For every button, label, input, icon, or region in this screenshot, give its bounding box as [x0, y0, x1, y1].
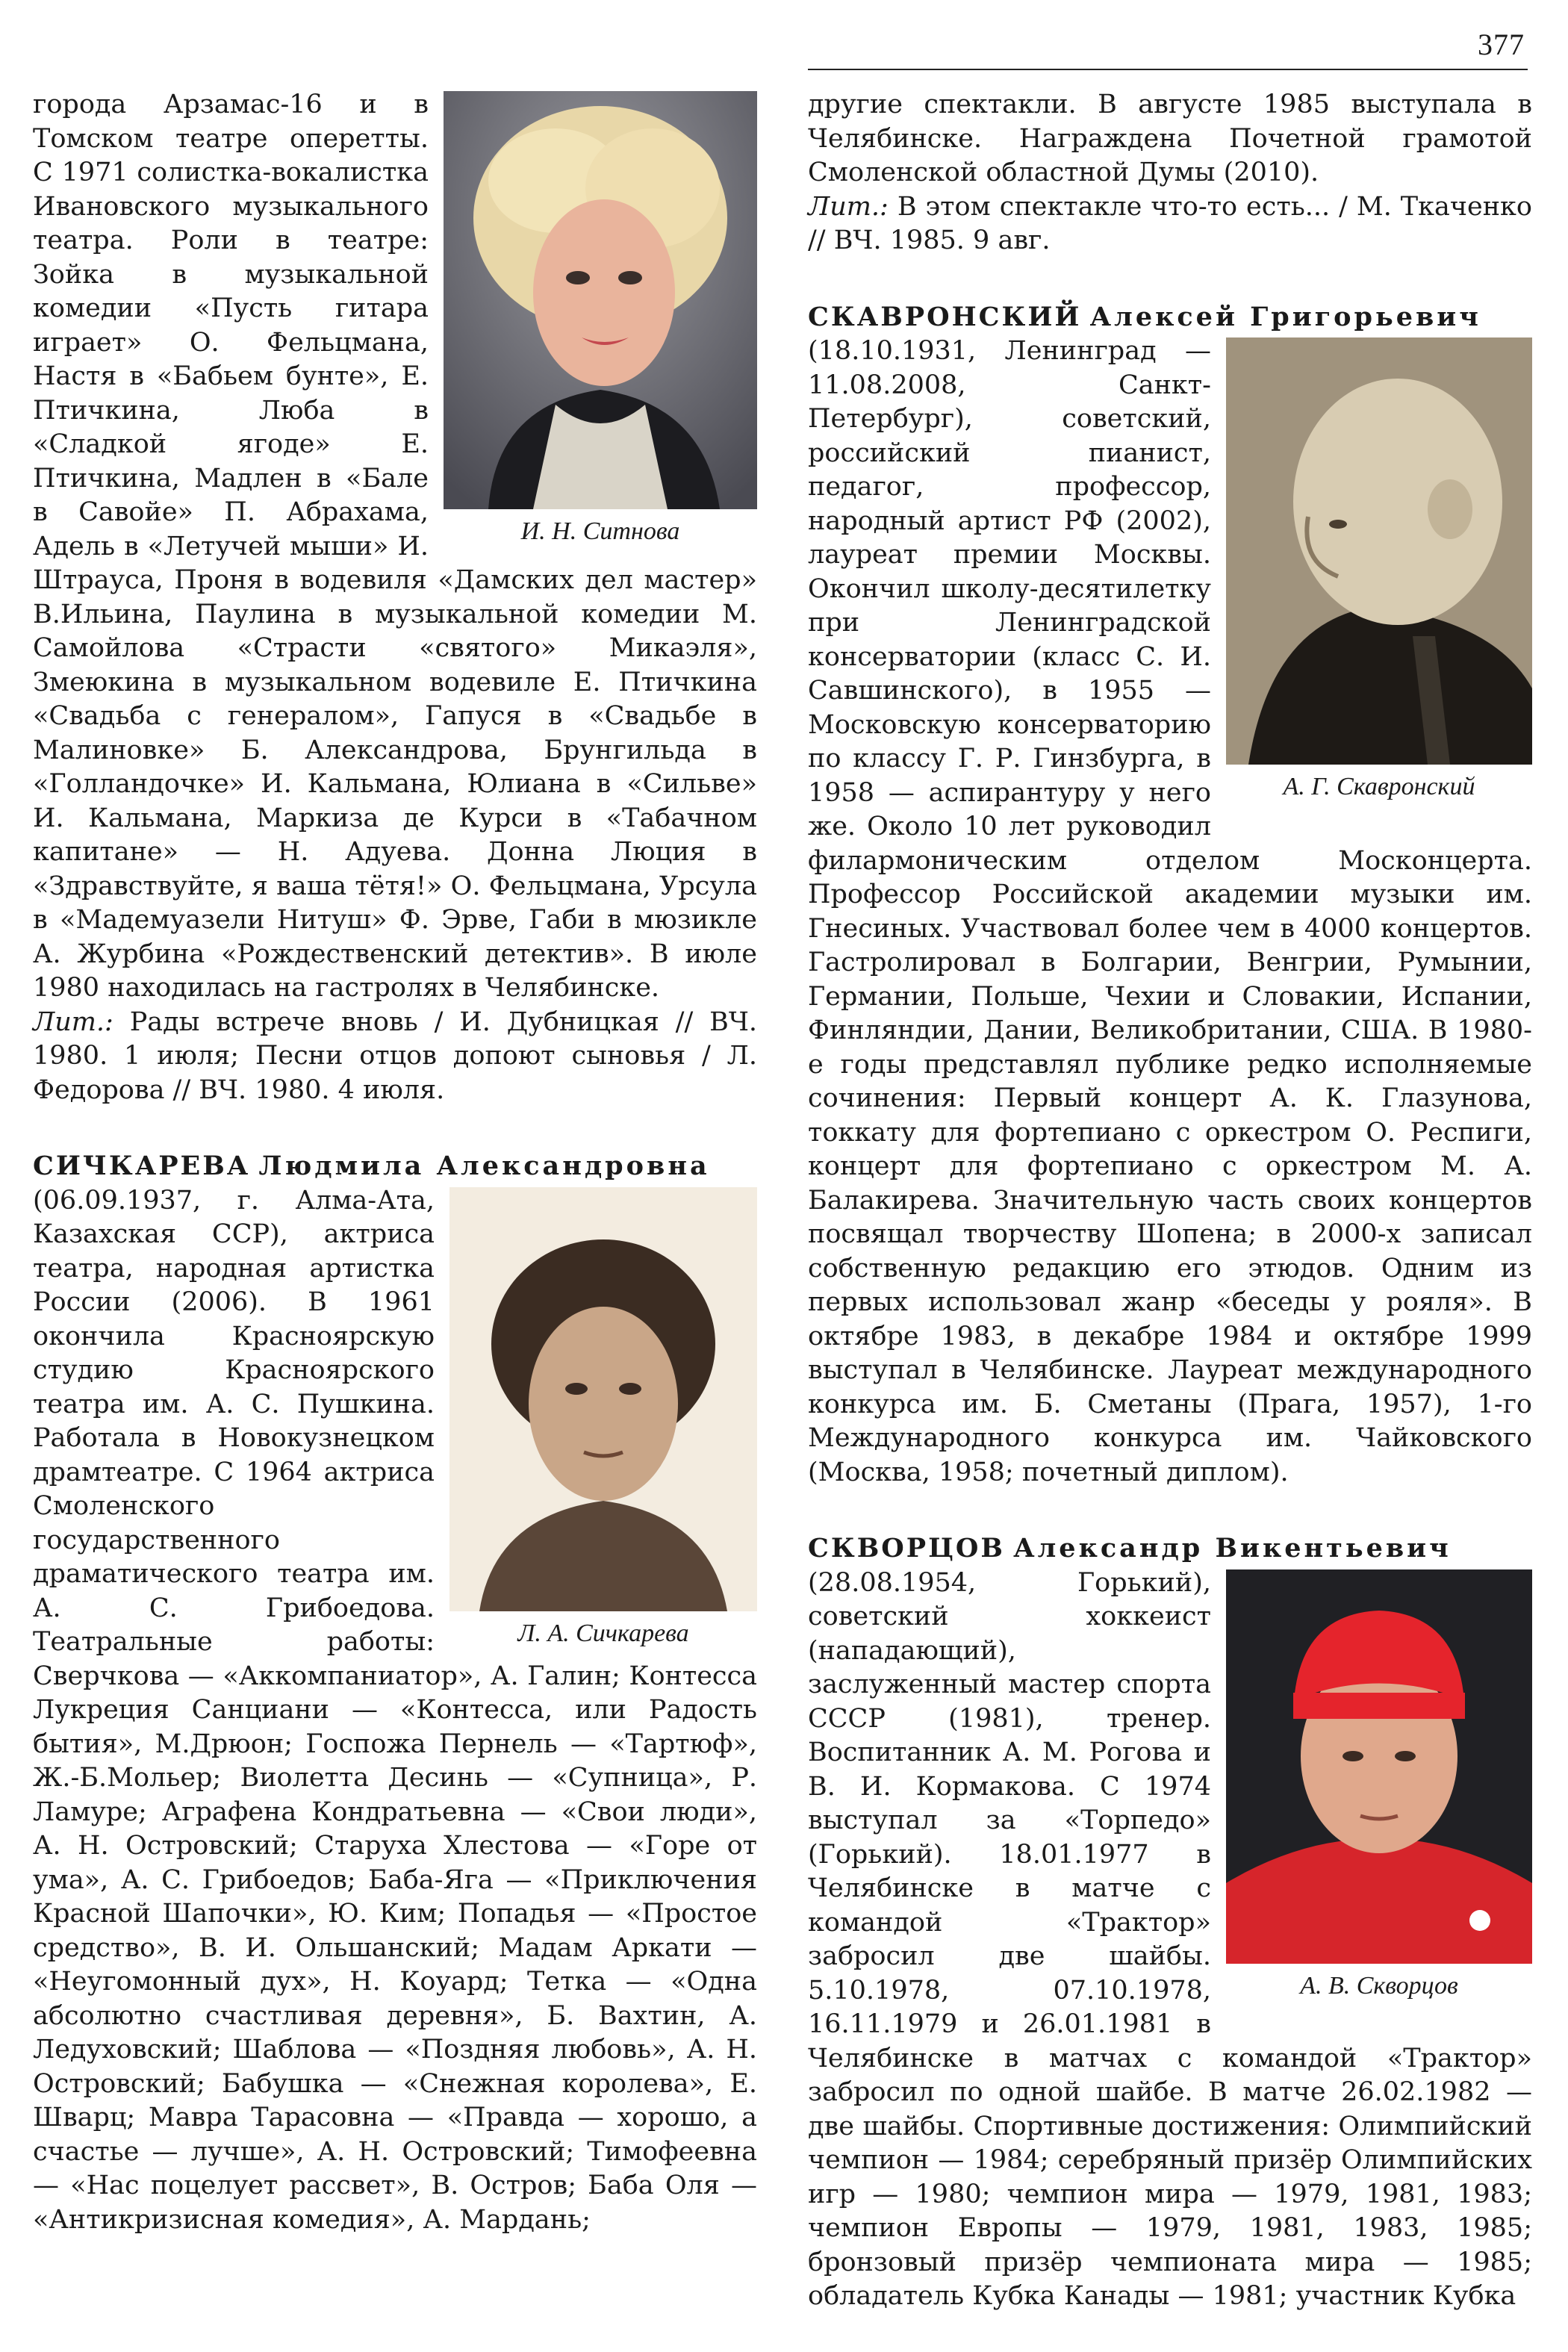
headword-surname: СКАВРОНСКИЙ	[808, 301, 1082, 332]
entry-heading-sichkareva	[33, 1149, 757, 1184]
headword-surname: СИЧКАРЕВА	[33, 1151, 251, 1181]
literature-sichkareva: Лит.: В этом спектакле что-то есть... / М. Ткаченко // ВЧ. 1985. 9 авг.	[808, 191, 1532, 255]
headword-name: Людмила Александровна	[258, 1151, 710, 1181]
entry-heading-skavronsky	[808, 300, 1532, 335]
photo-caption-skvortsov: А. В. Скворцов	[1300, 1971, 1458, 2000]
portrait-skavronsky-image	[1226, 337, 1532, 765]
portrait-skvortsov-image	[1226, 1569, 1532, 1964]
entry-sichkareva	[33, 1149, 757, 2237]
entry-skavronsky	[808, 300, 1532, 1490]
entry-text-skavronsky: (18.10.1931, Ленинград — 11.08.2008, Санкт-Петербург), советский, российский пианист, педагог, профессор, народный артист РФ (2002), лауреат премии Москвы. Окончил школу-десятилетку при Ленинградской консерватории (класс С. И. Савшинского), в 1955 — Московскую консерваторию по классу Г. Р. Гинзбурга, в 1958 — аспирантуру у него же. Около 10 лет руководил филармоническим отделом Москонцерта. Профессор Российской академии музыки им. Гнесиных. Участвовал более чем в 4000 концертов. Гастролировал в Болгарии, Венгрии, Румынии, Германии, Польше, Чехии и Словакии, Испании, Финляндии, Дании, Великобритании, США. В 1980-е годы представлял публике редко исполняемые сочинения: Первый концерт А. К. Глазунова, токкату для фортепиано с оркестром О. Респиги, концерт для фортепиано с оркестром М. А. Балакирева. Значительную часть своих концертов посвящал творчеству Шопена; в 2000-х записал собственную редакцию его этюдов. Одним из первых использовал жанр «беседы у рояля». В октябре 1983, в декабре 1984 и октябре 1999 выступал в Челябинске. Лауреат международного конкурса им. Б. Сметаны (Прага, 1957), 1-го Международного конкурса им. Чайковского (Москва, 1958; почетный диплом).	[808, 336, 1532, 1487]
headword-surname: СКВОРЦОВ	[808, 1533, 1005, 1564]
left-column	[33, 88, 757, 2237]
entry-sitnova	[33, 88, 757, 1107]
entry-text-sichkareva-continued: другие спектакли. В августе 1985 выступала в Челябинске. Награждена Почетной грамотой Смоленской областной Думы (2010).	[808, 90, 1532, 187]
entry-text-skvortsov: (28.08.1954, Горький), советский хоккеист (нападающий), заслуженный мастер спорта СССР (1981), тренер. Воспитанник А. М. Рогова и В. И. Кормакова. С 1974 выступал за «Торпедо» (Горький). 18.01.1977 в Челябинске в матче с командой «Трактор» забросил две шайбы. 5.10.1978, 07.10.1978, 16.11.1979 и 26.01.1981 в Челябинске в матчах с командой «Трактор» забросил по одной шайбе. В матче 26.02.1982 — две шайбы. Спортивные достижения: Олимпийский чемпион — 1984; серебряный призёр Олимпийских игр — 1980; чемпион мира — 1979, 1981, 1983; чемпион Европы — 1979, 1981, 1983, 1985; бронзовый призёр чемпионата мира — 1985; обладатель Кубка Канады — 1981; участник Кубка	[808, 1567, 1532, 2311]
page-number: 377	[1478, 28, 1525, 61]
literature-label: Лит.:	[33, 1007, 113, 1037]
photo-skvortsov	[1226, 1569, 1532, 2003]
right-column	[808, 88, 1532, 2314]
portrait-sichkareva-image	[449, 1187, 757, 1611]
literature-label: Лит.:	[808, 191, 889, 222]
entry-gap	[808, 1490, 1532, 1531]
photo-caption-sichkareva: Л. А. Сичкарева	[517, 1619, 689, 1647]
photo-sitnova	[444, 91, 757, 548]
photo-skavronsky	[1226, 337, 1532, 803]
entry-text-sichkareva: (06.09.1937, г. Алма-Ата, Казахская ССР), актриса театра, народная артистка России (2006). В 1961 окончила Красноярскую студию Красноярского театра им. А. С. Пушкина. Работала в Новокузнецком драмтеатре. С 1964 актриса Смоленского государственного драматического театра им. А. С. Грибоедова. Театральные работы: Сверчкова — «Аккомпаниатор», А. Галин; Контесса Лукреция Санциани — «Контесса, или Радость бытия», М.Дрюон; Госпожа Пернель — «Тартюф», Ж.-Б.Мольер; Виолетта Десинь — «Супница», Р. Ламуре; Аграфена Кондратьевна — «Свои люди», А. Н. Островский; Старуха Хлестова — «Горе от ума», А. С. Грибоедов; Баба-Яга — «Приключения Красной Шапочки», Ю. Ким; Попадья — «Простое средство», В. И. Ольшанский; Мадам Аркати — «Неугомонный дух», Н. Коуард; Тетка — «Одна абсолютно счастливая деревня», Б. Вахтин, А. Ледуховский; Шаблова — «Поздняя любовь», А. Н. Островский; Бабушка — «Снежная королева», Е. Шварц; Мавра Тарасовна — «Правда — хорошо, а счастье — лучше», А. Н. Островский; Тимофеевна — «Нас поцелует рассвет», В. Остров; Баба Оля — «Антикризисная комедия», А. Мардань;	[33, 1185, 757, 2235]
headword-name: Алексей Григорьевич	[1089, 301, 1481, 332]
photo-caption-skavronsky: А. Г. Скавронский	[1283, 773, 1475, 800]
photo-caption-sitnova: И. Н. Ситнова	[520, 517, 680, 545]
entry-gap	[33, 1107, 757, 1149]
entry-gap	[808, 258, 1532, 300]
portrait-sitnova-image	[444, 91, 757, 509]
photo-sichkareva	[449, 1187, 757, 1650]
entry-sichkareva-continued	[808, 88, 1532, 258]
entry-skvortsov	[808, 1531, 1532, 2314]
entry-text-sitnova: города Арзамас-16 и в Томском театре оперетты. С 1971 солистка-вокалистка Ивановского музыкального театра. Роли в театре: Зойка в музыкальной комедии «Пусть гитара играет» О. Фельцмана, Настя в «Бабьем бунте», Е. Птичкина, Люба в «Сладкой ягоде» Е. Птичкина, Мадлен в «Бале в Савойе» П. Абрахама, Адель в «Летучей мыши» И. Штрауса, Проня в водевиля «Дамских дел мастер» В.Ильина, Паулина в музыкальной комедии М. Самойлова «Страсти «святого» Микаэля», Змеюкина в музыкальном водевиле Е. Птичкина «Свадьба с генералом», Гапуся в «Свадьбе в Малиновке» Б. Александрова, Брунгильда в «Голландочке» И. Кальмана, Юлиана в «Сильве» И. Кальмана, Маркиза де Курси в «Табачном капитане» — Н. Адуева. Донна Люция в «Здравствуйте, я ваша тётя!» О. Фельцмана, Урсула в «Мадемуазели Нитуш» Ф. Эрве, Габи в мюзикле А. Журбина «Рождественский детектив». В июле 1980 находилась на гастролях в Челябинске.	[33, 90, 757, 1003]
header-rule	[808, 69, 1528, 70]
headword-name: Александр Викентьевич	[1013, 1533, 1452, 1564]
entry-heading-skvortsov	[808, 1531, 1532, 1567]
literature-sitnova: Лит.: Рады встрече вновь / И. Дубницкая // ВЧ. 1980. 1 июля; Песни отцов допоют сыновья / Л. Федорова // ВЧ. 1980. 4 июля.	[33, 1007, 757, 1105]
